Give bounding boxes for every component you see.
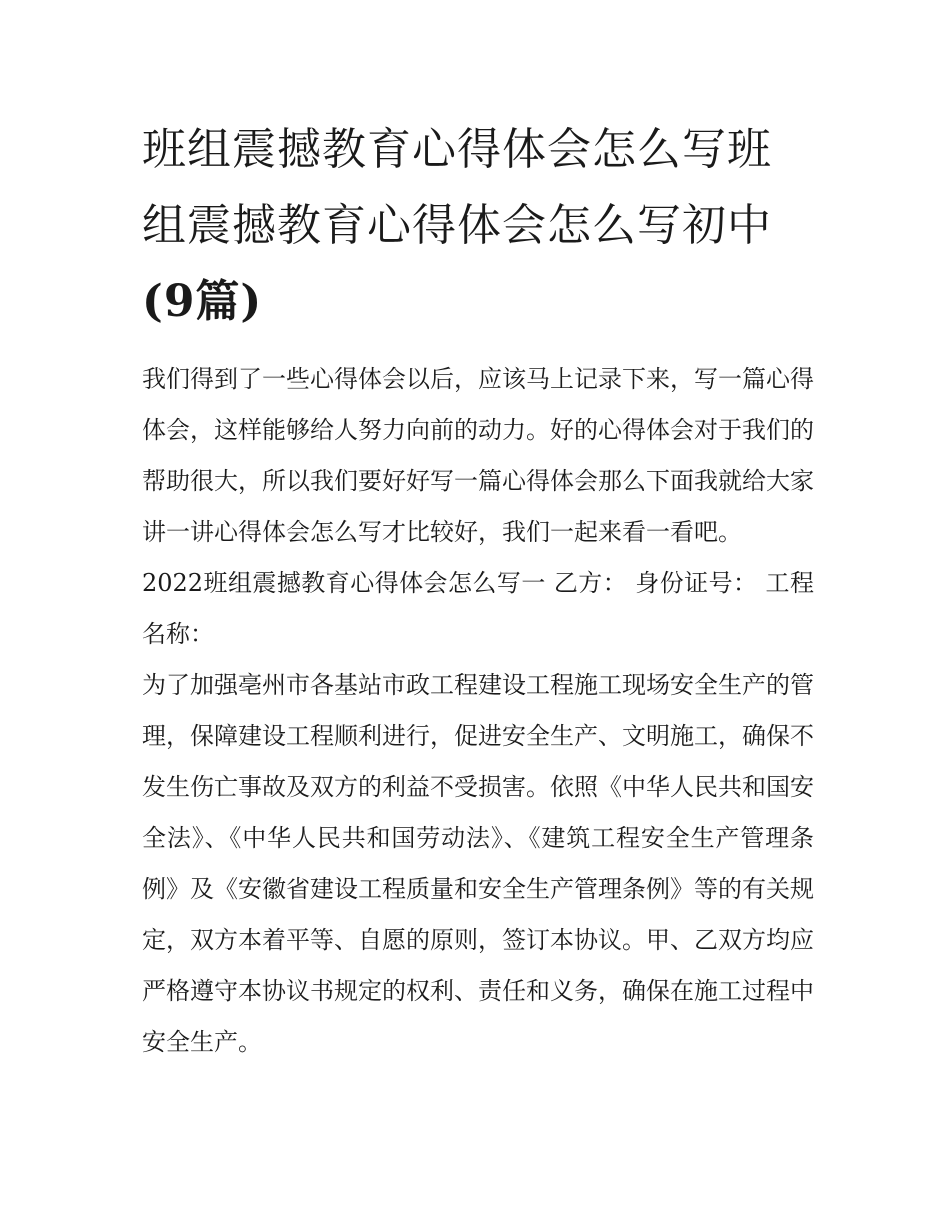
title-main-text: 班组震撼教育心得体会怎么写班组震撼教育心得体会怎么写初中 <box>142 124 772 251</box>
document-page <box>142 112 814 1068</box>
document-title <box>142 112 814 340</box>
body-paragraph: 为了加强亳州市各基站市政工程建设工程施工现场安全生产的管理，保障建设工程顺利进行，促进安全生产、文明施工，确保不发生伤亡事故及双方的利益不受损害。依照《中华人民共和国安全法》、《中华人民共和国劳动法》、《建筑工程安全生产管理条例》及《安徽省建设工程质量和安全生产管理条例》等的有关规定，双方本着平等、自愿的原则，签订本协议。甲、乙双方均应严格遵守本协议书规定的权利、责任和义务，确保在施工过程中安全生产。 <box>142 671 814 1056</box>
intro-paragraph: 我们得到了一些心得体会以后，应该马上记录下来，写一篇心得体会，这样能够给人努力向前的动力。好的心得体会对于我们的帮助很大，所以我们要好好写一篇心得体会那么下面我就给大家讲一讲心得体会怎么写才比较好，我们一起来看一看吧。 <box>142 365 814 546</box>
section-heading-paragraph: 2022班组震撼教育心得体会怎么写一 乙方： 身份证号： 工程名称： <box>142 569 814 648</box>
title-suffix-text: (9篇) <box>142 276 263 327</box>
